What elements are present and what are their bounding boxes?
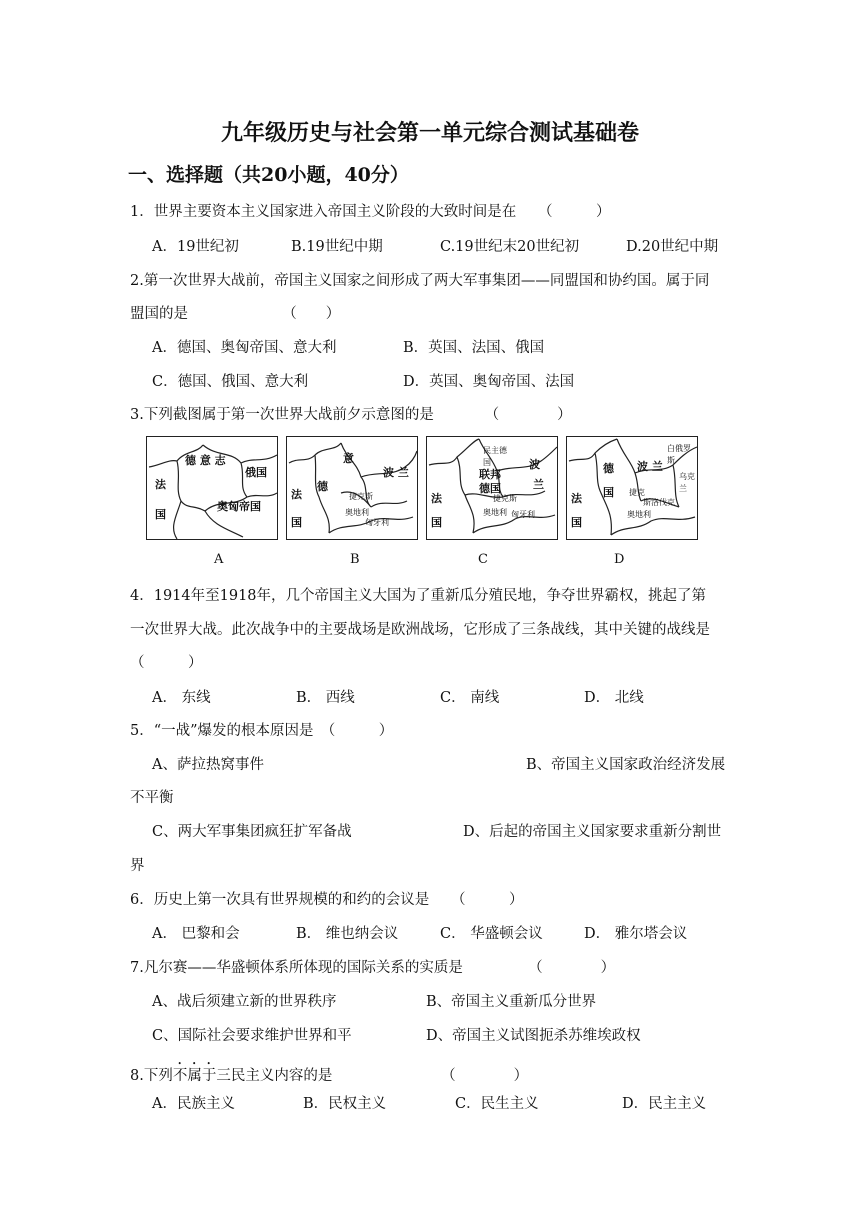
map-caption-b: B [350,552,360,567]
question-8-stem-emphasis: 不属于 [172,1068,217,1084]
map-strip [146,436,698,540]
map-c-label-6: 捷克斯 [493,494,517,503]
q7-option-c: C、国际社会要求维护世界和平 [152,1028,352,1044]
q5-option-c: C、两大军事集团疯狂扩军备战 [152,824,352,840]
q6-option-b: B． 维也纳会议 [296,926,399,942]
q2-option-c: C．德国、俄国、意大利 [152,374,309,390]
map-d-label-8: 斯洛伐克 [643,498,675,507]
q5-option-b-cont: 不平衡 [130,790,174,806]
map-a-borders [147,437,279,541]
map-c-label-9: 国 [431,516,442,529]
map-c-label-4: 德国 [479,482,501,495]
q2-option-d: D．英国、奥匈帝国、法国 [403,374,575,390]
question-4-stem-line1: 4．1914年至1918年，几个帝国主义大国为了重新瓜分殖民地，争夺世界霸权，挑起了第 [130,588,707,604]
map-a-label-5: 国 [155,508,166,521]
map-d-label-9: 奥地利 [627,510,651,519]
q7-option-a: A、战后须建立新的世界秩序 [152,994,337,1010]
map-d-label-2: 德 [603,462,614,475]
map-c-label-5: 法 [431,492,442,505]
map-d-label-10: 国 [571,516,582,529]
map-c-label-3: 联邦 [479,468,501,481]
map-a [146,436,278,540]
q4-option-b: B． 西线 [296,690,355,706]
question-1-stem: 1．世界主要资本主义国家进入帝国主义阶段的大致时间是在 （ ） [130,204,611,220]
map-c-label-8: 匈牙利 [511,510,535,519]
q8-option-a: A．民族主义 [152,1096,235,1112]
question-6-stem: 6．历史上第一次具有世界规模的和约的会议是 （ ） [130,892,524,908]
map-c-label-2: 波 [529,458,540,471]
map-b-label-2: 波 兰 [383,466,409,479]
map-b-label-1: 意 [343,452,354,465]
question-8-stem-pre: 8.下列 [130,1068,173,1084]
map-b-label-5: 捷克斯 [349,492,373,501]
q6-option-a: A． 巴黎和会 [152,926,240,942]
question-7-stem: 7.凡尔赛——华盛顿体系所体现的国际关系的实质是 （ ） [130,960,616,976]
map-c-label-10: 奥地利 [483,508,507,517]
question-8-stem [130,1060,528,1086]
q5-option-d: D、后起的帝国主义国家要求重新分割世 [463,824,722,840]
map-d-label-6: 国 [603,486,614,499]
q4-option-d: D． 北线 [584,690,644,706]
question-2-stem-line2: 盟国的是 （ ） [130,306,341,322]
map-a-label-4: 奥匈帝国 [217,500,261,513]
q5-option-a: A、萨拉热窝事件 [152,757,264,773]
q5-option-b: B、帝国主义国家政治经济发展 [526,757,726,773]
q1-option-b: B.19世纪中期 [291,239,383,255]
question-8-stem-post: 三民主义内容的是 （ ） [216,1068,529,1084]
map-b-label-3: 法 [291,488,302,501]
q1-option-a: A．19世纪初 [152,239,239,255]
map-caption-a: A [214,552,224,567]
question-4-stem-line2: 一次世界大战。此次战争中的主要战场是欧洲战场，它形成了三条战线，其中关键的战线是 [130,622,710,638]
q6-option-c: C． 华盛顿会议 [440,926,543,942]
q6-option-d: D． 雅尔塔会议 [584,926,688,942]
map-b [286,436,418,540]
q2-option-b: B．英国、法国、俄国 [403,340,545,356]
q4-option-c: C． 南线 [440,690,500,706]
map-d-label-7: 捷克 [629,488,645,497]
page-title: 九年级历史与社会第一单元综合测试基础卷 [220,120,639,146]
map-d-label-3: 波 兰 [637,460,663,473]
question-2-stem-line1: 2.第一次世界大战前，帝国主义国家之间形成了两大军事集团——同盟国和协约国。属于同 [130,273,710,289]
q4-option-a: A． 东线 [152,690,211,706]
q8-option-c: C．民生主义 [455,1096,539,1112]
map-caption-c: C [478,552,488,567]
map-b-label-7: 奥地利 [345,508,369,517]
q1-option-c: C.19世纪末20世纪初 [440,239,580,255]
map-b-label-4: 德 [317,480,328,493]
map-caption-d: D [614,552,625,567]
map-b-label-6: 匈牙利 [365,518,389,527]
q8-option-d: D．民主主义 [622,1096,707,1112]
question-4-stem-line3: （ ） [130,655,203,671]
map-c-label-1: 民主德国 [483,446,507,467]
q7-option-d: D、帝国主义试图扼杀苏维埃政权 [426,1028,641,1044]
q5-option-d-cont: 界 [130,858,145,874]
q1-option-d: D.20世纪中期 [626,239,719,255]
map-a-label-1: 德 意 志 [185,454,226,467]
map-d [566,436,698,540]
section-heading: 一、选择题（共20小题，40分） [128,164,409,186]
map-d-label-1: 白俄罗斯 [667,444,691,465]
q2-option-a: A．德国、奥匈帝国、意大利 [152,340,337,356]
question-3-stem: 3.下列截图属于第一次世界大战前夕示意图的是 （ ） [130,407,572,423]
map-a-label-2: 俄国 [245,466,267,479]
map-d-label-5: 法 [571,492,582,505]
question-5-stem: 5．“一战”爆发的根本原因是 （ ） [130,723,394,739]
map-c [426,436,558,540]
map-b-label-8: 国 [291,516,302,529]
map-a-label-3: 法 [155,478,166,491]
q8-option-b: B．民权主义 [303,1096,387,1112]
map-d-label-4: 乌克兰 [679,472,695,493]
q7-option-b: B、帝国主义重新瓜分世界 [426,994,597,1010]
map-c-label-7: 兰 [533,478,544,491]
